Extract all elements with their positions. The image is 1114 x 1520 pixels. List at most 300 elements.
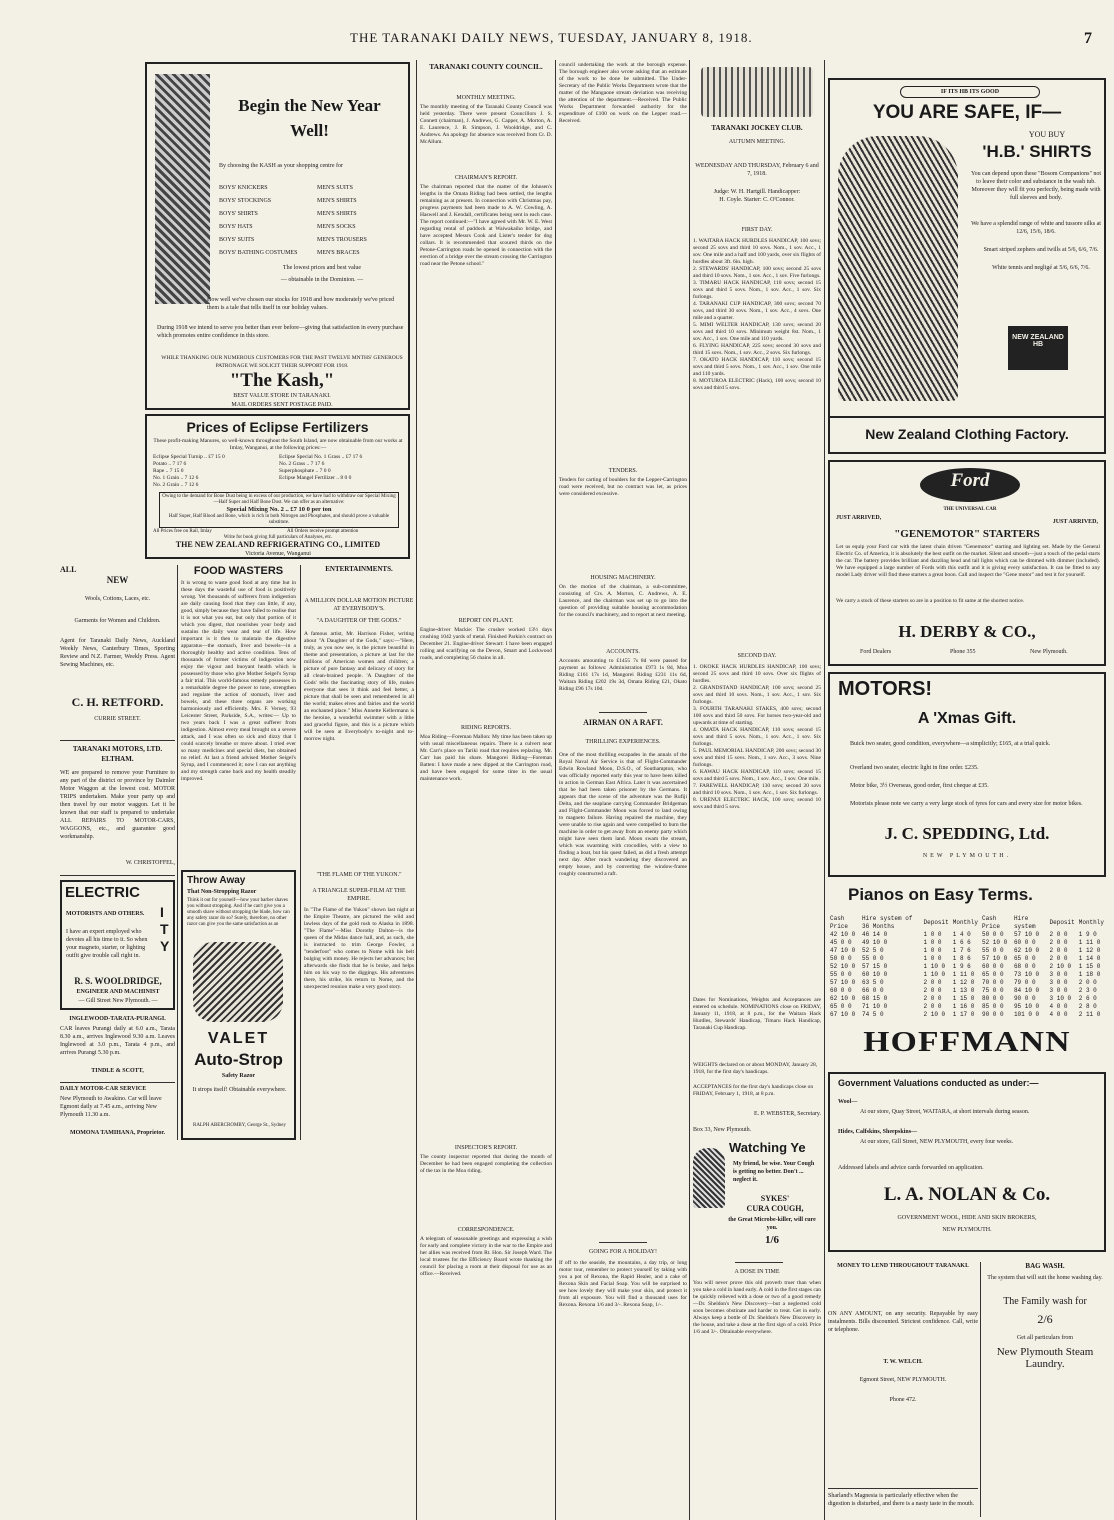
table-header: Deposit bbox=[923, 919, 949, 926]
kash-prices: The lowest prices and best value bbox=[282, 265, 362, 271]
list-item: No. 1 Grain .. 7 12 6 bbox=[153, 475, 199, 481]
jockey-races-day2 bbox=[693, 664, 821, 984]
taranaki-motors-advert bbox=[60, 745, 175, 870]
motors-name: TARANAKI MOTORS, LTD. bbox=[72, 745, 163, 753]
jockey-weights: WEIGHTS declared on or about MONDAY, January 28, 1918, for the first day's handicaps. bbox=[693, 1062, 818, 1075]
hb-body-2: We have a splendid range of white and tussore silks at 12/6, 15/6, 18/6. bbox=[971, 221, 1101, 235]
jockey-dates: WEDNESDAY AND THURSDAY, February 6 and 7, 1918. bbox=[695, 163, 819, 177]
table-cell: 63 5 0 bbox=[861, 979, 884, 986]
retford-agent: Agent for Taranaki Daily News, Auckland Weekly News, Canterbury Times, Sporting Review and N.Z. Farmer, Weekly Press. Agent Sewing Machines, etc. bbox=[60, 638, 175, 668]
notice-note: Half Super, Half Blood and Bone, which is rich in both Nitrogen and Phosphates, and should prove a valuable substitute. bbox=[168, 514, 390, 525]
table-cell: 2 0 0 bbox=[1049, 939, 1068, 946]
kash-obtainable: — obtainable in the Dominion. — bbox=[280, 277, 364, 283]
council2-body: council undertaking the work at the borough expense. The borough engineer also wrote asking that an estimate of the work to be done be submitted. The Under-Secretary of the Public Works Department wrote that the matter of the Mangaone stream deviation was receiving the attention of the department.—Received. The Public Works Department forwarded authority for the expenditure of £100 on work on the Lepper road.—Received. bbox=[559, 62, 687, 124]
electric-word: ELECTRIC bbox=[65, 884, 140, 901]
mailsvc-body: New Plymouth to Awakino. Car will leave Egmont daily at 7.45 a.m., arriving New Plymouth 11.30 a.m. bbox=[60, 1096, 162, 1118]
retford-name: C. H. RETFORD. bbox=[71, 695, 164, 709]
council-body-3: Engine-driver Mackie: The crusher worked 13½ days crushing 1042 yards of metal. Finished Parkin's contract on December 21. Engine-driver Stewart: I have been engaged rolling and scarifying on the Devon, Smart and Lockwood roads, and completing 56 chains in all. bbox=[420, 627, 552, 661]
council-body-6: A telegram of seasonable greetings and expressing a wish for early and complete victory in the war to the Empire and her allies was received from Rt. Hon. Sir Joseph Ward. The local trustees for the Efficiency Board wrote thanking the council for placing a room at their disposal for use as an office.—Received. bbox=[420, 1236, 552, 1277]
column-rule bbox=[300, 565, 301, 1140]
table-cell: 57 10 0 bbox=[981, 955, 1008, 962]
gov-role: GOVERNMENT WOOL, HIDE AND SKIN BROKERS, bbox=[897, 1215, 1037, 1221]
jockey-box: Box 33, New Plymouth. bbox=[693, 1127, 752, 1133]
table-cell: 2 6 0 bbox=[1078, 995, 1097, 1002]
razor-illustration bbox=[193, 942, 283, 1022]
table-header-row bbox=[828, 915, 1106, 931]
table-cell: 42 10 0 bbox=[830, 931, 856, 938]
coach-name: TINDLE & SCOTT, bbox=[91, 1068, 144, 1074]
bag-price: 2/6 bbox=[1037, 1312, 1053, 1326]
hb-shirts: 'H.B.' SHIRTS bbox=[982, 142, 1092, 161]
holiday-title: GOING FOR A HOLIDAY! bbox=[589, 1249, 657, 1255]
valet-brand-3: Safety Razor bbox=[221, 1073, 256, 1079]
hb-shirts-advert bbox=[828, 78, 1106, 454]
table-cell: 2 0 0 bbox=[923, 987, 942, 994]
housing-title: HOUSING MACHINERY. bbox=[590, 575, 656, 581]
kash-headline: Begin the New Year bbox=[238, 96, 381, 115]
table-cell: 4 0 0 bbox=[1049, 1011, 1068, 1018]
dose-title: A DOSE IN TIME bbox=[734, 1269, 780, 1275]
list-item: MEN'S TROUSERS bbox=[317, 237, 367, 243]
news-column-2 bbox=[559, 62, 687, 1517]
eclipse-prices-right bbox=[279, 454, 404, 482]
hb-badge: IF ITS HB ITS GOOD bbox=[900, 86, 1040, 98]
bag-title: BAG WASH. bbox=[1025, 1262, 1065, 1270]
table-cell: 52 10 0 bbox=[981, 939, 1008, 946]
dose-body: You will never prove this old proverb truer than when you take a cold in hand early. A cold in the first stages can be quickly relieved with a dose or two of a good remedy—Dr. Sheldon's New Discovery—but a neglected cold soon becomes obstinate and harder to treat. Get in early. Always keep a bottle of Dr. Sheldon's New Discovery in the house, and take a dose at the first sign of a cold. Price 1/6 and 3/-. Obtainable everywhere. bbox=[693, 1280, 821, 1335]
list-item: Potato .. 7 17 6 bbox=[153, 461, 187, 467]
bag-name: New Plymouth Steam Laundry. bbox=[996, 1346, 1094, 1370]
table-cell: 60 10 0 bbox=[861, 971, 888, 978]
table-row bbox=[828, 1011, 1106, 1019]
table-cell: 1 13 0 bbox=[952, 987, 975, 994]
list-item: Superphosphate .. 7 0 0 bbox=[279, 468, 331, 474]
race-entry: 8. URENUI ELECTRIC HACK, 100 sovs; second 10 sovs and third 5 sovs. bbox=[693, 797, 821, 810]
valet-brand: VALET bbox=[207, 1030, 270, 1047]
table-cell: 1 10 0 bbox=[923, 971, 946, 978]
motors-town: ELTHAM. bbox=[101, 755, 134, 763]
ford-stock: We carry a stock of these starters so are in a position to fit same at the shortest notice. bbox=[836, 598, 1025, 604]
council-sub: MONTHLY MEETING. bbox=[456, 95, 516, 101]
page-number: 7 bbox=[1084, 30, 1092, 47]
table-cell: 1 12 0 bbox=[1078, 947, 1101, 954]
valet-sub: That Non-Stropping Razor bbox=[187, 889, 257, 895]
nolan-advert bbox=[828, 1072, 1106, 1252]
column-rule bbox=[555, 60, 556, 1520]
table-cell: 1 18 0 bbox=[1078, 971, 1101, 978]
pianos-table-wrap bbox=[828, 915, 1106, 1025]
table-cell: 52 10 0 bbox=[830, 963, 856, 970]
table-cell: 65 0 0 bbox=[981, 971, 1004, 978]
table-header: Monthly bbox=[952, 919, 978, 926]
list-item: MEN'S BRACES bbox=[317, 250, 360, 256]
motors2-gift: A 'Xmas Gift. bbox=[917, 710, 1017, 727]
table-cell: 80 0 0 bbox=[981, 995, 1004, 1002]
table-cell: 1 6 6 bbox=[952, 939, 971, 946]
table-header: Cash Price bbox=[830, 915, 849, 930]
food-body: It is wrong to waste good food at any time but in these days the wasteful use of food is positively wrong. Yet thousands of sufferers from indigestion are daily causing food that they can little, if any, good, simply because they have failed to realise that it is not what you eat, but only that portion of it which you digest, that nourishes your body and sustains the daily wear and tear of life. How important is it then to maintain the digestive apparatus—the stomach, liver and bowels—in a thoroughly healthy and active condition. Tens of thousands of former victims of indigestion now enjoy the vigour and buoyant health which is possessed by those who give Mother Seigel's Syrup a fair trial. This world-famous remedy possesses in a remarkable degree the power to tone, strengthen and regulate the action of stomach, liver and bowels, and these three organs are working harmoniously and efficiently. Mrs. F. Verney, 93 Leicester Street, Parkside, S.A., writes:— Up to two years back I was a great sufferer from indigestion. Almost every meal brought on a severe attack, and I was often so sick and dizzy that I could scarcely breathe or move about. I tried ever so many medicines and special diets, but obtained no relief. At last a friend advised Mother Seigel's Syrup, and I commenced it; now I can eat anything and my strength came back and my health steadily improved. bbox=[181, 580, 296, 782]
table-cell: 67 10 0 bbox=[830, 1011, 856, 1018]
ford-advert bbox=[828, 460, 1106, 666]
dose-advert bbox=[693, 1268, 821, 1518]
council-body-2: The chairman reported that the matter of the Johnsen's lengths in the Omata Riding had been settled, the lengths remaining as at present. In connection with Christmas pay, progress payments had been made to A. W. Cowling, A. Haswell and J. Kendall, certificates being sent in each case. The report continued:—"I have agreed with Mr. W. E. West regarding rental of paddock at Waiwakaiho bridge, and have accepted Messrs Cook and Lister's tender for dog collars. It is recommended that scoured thirds on the Petone-Carrington roads be opened in connection with the erection of a bridge over the stream crossing the Carrington road near the Petone school." bbox=[420, 184, 552, 267]
eclipse-write: Write for book giving full particulars of Analyses, etc. bbox=[223, 535, 333, 540]
table-row bbox=[828, 931, 1106, 939]
electric-addr: — Gill Street New Plymouth. — bbox=[78, 998, 158, 1004]
table-cell: 70 0 0 bbox=[981, 979, 1004, 986]
hb-body: You can depend upon these "Bosom Companions" not to leave their color and substance in the wash tub. Moreover they will fit you perfectly, being made with full sleeves and body. bbox=[970, 171, 1102, 201]
table-row bbox=[828, 979, 1106, 987]
retford-goods: Wools, Cottons, Laces, etc. bbox=[84, 596, 151, 602]
table-header: Cash Price bbox=[981, 915, 1000, 930]
watching-brand: SYKES' bbox=[760, 1194, 790, 1203]
gov-wool-body: At our store, Quay Street, WAITARA, at short intervals during season. bbox=[860, 1109, 1030, 1115]
tenders-body: Tenders for carting of boulders for the Lepper-Carrington road were received, but no contract was let, as prices were considered excessive. bbox=[559, 477, 687, 497]
table-cell: 46 14 0 bbox=[861, 931, 888, 938]
motors2-l3: Motor bike, 3½ Overseas, good order, first cheque at £35. bbox=[850, 783, 989, 789]
page-title: THE TARANAKI DAILY NEWS, TUESDAY, JANUARY 8, 1918. bbox=[350, 30, 753, 45]
table-cell: 2 8 0 bbox=[1078, 1003, 1097, 1010]
motors2-l4: Motorists please note we carry a very large stock of tyres for cars and every size for motor bikes. bbox=[850, 801, 1083, 807]
table-row bbox=[828, 971, 1106, 979]
ent-body: A famous artist, Mr. Harrison Fisher, writing about "A Daughter of the Gods," says:—"Here, truly, as you now see, is the picture beautiful in theme and presentation, a picture at last for the millions of American women and children; a picture of pure fantasy and delicacy of story for all clean-brained people. 'A Daughter of the Gods' tells the fascinating story of life, makes everyone that sees it think and feel better, a picture that shall be seen and remembered in all the world; makes elves and fairies and the world an enchanted place." Miss Annette Kellermann is the heroine, a wonderful swimmer with a lithe and graceful figure, and this is a picture which will be seen at Everybody's to-night and to-morrow night. bbox=[304, 631, 414, 742]
ford-arrived-1: JUST ARRIVED, bbox=[836, 515, 882, 521]
list-item: Eclipse Special Turnip .. £7 15 0 bbox=[153, 454, 225, 460]
table-cell: 1 9 6 bbox=[952, 963, 971, 970]
mail-service-advert bbox=[60, 1085, 175, 1140]
divider bbox=[60, 740, 175, 741]
kash-intro: By choosing the KASH as your shopping centre for bbox=[219, 163, 343, 169]
table-cell: 57 10 0 bbox=[830, 979, 856, 986]
council-body: The monthly meeting of the Taranaki County Council was held yesterday. There were present Councillors J. S. Connett (chairman), J. Andrews, G. Capper, A. Morton, A. E. Laurence, J. B. Simpson, J. Wooldridge, and C. Andrews. An apology for absence was received from Cr. D. McAllum. bbox=[420, 104, 552, 145]
retford-all: ALL bbox=[60, 565, 77, 574]
food-title: FOOD WASTERS bbox=[193, 565, 284, 577]
table-row bbox=[828, 963, 1106, 971]
money-addr: Egmont Street, NEW PLYMOUTH. bbox=[859, 1377, 947, 1383]
table-cell: 2 0 0 bbox=[923, 979, 942, 986]
eclipse-bone-notice bbox=[159, 492, 399, 528]
table-cell: 2 0 0 bbox=[1078, 979, 1097, 986]
table-header: Hire system of 36 Months bbox=[861, 915, 913, 930]
council-h4: RIDING REPORTS. bbox=[461, 725, 511, 731]
valet-brand-2: Auto-Strop bbox=[194, 1050, 283, 1069]
ford-logo: Ford bbox=[920, 468, 1020, 502]
accounts-body: Accounts amounting to £1455 7s 8d were passed for payment as follows: Administration £973 1s 8d, Moa Riding £161 17s 1d, Mangorei Riding £231 11s 6d, Waitara Riding £202 19s 3d, Omata Riding £21, Okato Riding £96 17s 10d. bbox=[559, 658, 687, 692]
table-row bbox=[828, 987, 1106, 995]
jockey-accept: ACCEPTANCES for the first day's handicaps close on FRIDAY, February 1, 1918, at 8 p.m. bbox=[693, 1084, 814, 1097]
kash-boys-list bbox=[219, 182, 314, 260]
table-cell: 45 0 0 bbox=[830, 939, 852, 946]
column-rule bbox=[177, 565, 178, 1140]
housing-body: On the motion of the chairman, a sub-committee, consisting of Crs. A. Morton, C. Andrews, A. E. Laurence, and the chairman was set up to go into the question of providing suitable housing accommodation for the council's machinery, and to report at next meeting. bbox=[559, 584, 687, 618]
divider bbox=[60, 875, 175, 876]
ent-title: ENTERTAINMENTS. bbox=[325, 565, 393, 573]
race-entry: 1. OKOKE HACK HURDLES HANDICAP, 100 sovs; second 25 sovs and third 10 sovs. Over six flights of hurdles. bbox=[693, 664, 821, 684]
money-body: ON ANY AMOUNT, on any security. Repayable by easy instalments. Bills discounted. Strictest confidence. Call, write or telephone. bbox=[828, 1311, 978, 1333]
coach-title: INGLEWOOD-TARATA-PURANGI. bbox=[69, 1016, 166, 1022]
table-header: Hire system bbox=[1013, 915, 1036, 930]
divider bbox=[735, 1262, 783, 1263]
pianos-price-table bbox=[828, 915, 1106, 1019]
table-cell: 71 10 0 bbox=[861, 1003, 888, 1010]
electric-body: I have an expert employed who devotes all his time to it. So when your magneto, starter, or lighting outfit give trouble call right in. bbox=[66, 929, 148, 959]
table-cell: 68 0 0 bbox=[1013, 963, 1036, 970]
special-mix: Special Mixing No. 2 .. £7 10 0 per ton bbox=[226, 506, 332, 513]
council-body-5: The county inspector reported that during the month of December he had been engaged completing the collection of the tax in the Moa riding. bbox=[420, 1154, 552, 1174]
table-cell: 65 0 0 bbox=[1013, 955, 1036, 962]
cura-cough-advert bbox=[693, 1140, 821, 1255]
jockey-day1: FIRST DAY. bbox=[741, 227, 773, 233]
bag-body: The system that will suit the home washing day. bbox=[987, 1275, 1103, 1281]
spedding-advert bbox=[828, 672, 1106, 877]
jockey-dates-2: Dates for Nominations, Weights and Acceptances are entered on schedule. NOMINATIONS close on FRIDAY, January 11, 1918, at 8 p.m., for the Waitara Hack Hurdles, Stewards' Handicap, Timaru Hack Handicap, Taranaki Cup Handicap. bbox=[693, 997, 821, 1031]
table-cell: 1 16 0 bbox=[952, 1003, 975, 1010]
motors2-name: J. C. SPEDDING, Ltd. bbox=[884, 824, 1050, 843]
table-cell: 3 10 0 bbox=[1049, 995, 1072, 1002]
pianos-advert bbox=[828, 885, 1106, 1065]
table-header: Monthly bbox=[1078, 919, 1104, 926]
divider bbox=[599, 1242, 647, 1243]
jockey-sec: E. P. WEBSTER, Secretary. bbox=[754, 1111, 821, 1117]
man-illustration bbox=[155, 74, 210, 304]
hb-body-3: Smart striped zephers and twills at 5/6, 6/6, 7/6. bbox=[983, 247, 1099, 253]
shirt-man-illustration bbox=[838, 136, 958, 401]
coach-body: CAR leaves Purangi daily at 6.0 a.m., Tarata 8.30 a.m., arrives Inglewood 9.30 a.m. Leaves Inglewood at 3.0 p.m., Tarata 4 p.m., and arrives Purangi 5.30 p.m. bbox=[60, 1026, 175, 1056]
watching-tag: the Great Microbe-killer, will cure you. bbox=[728, 1217, 816, 1231]
race-entry: 4. TARANAKI CUP HANDICAP, 300 sovs; second 70 sovs, and third 30 sovs. Nom., 1 sov. Acc., 4 sovs. One mile and a quarter. bbox=[693, 301, 821, 321]
list-item: MEN'S SHIRTS bbox=[317, 198, 357, 204]
table-cell: 57 10 0 bbox=[1013, 931, 1040, 938]
race-entry: 5. PAUL MEMORIAL HANDICAP, 200 sovs; second 30 sovs and third 15 sovs. Nom., 1 sov. Acc., 3 sovs. Nine furlongs. bbox=[693, 748, 821, 768]
ford-dealers: Ford Dealers bbox=[860, 649, 892, 655]
table-cell: 90 0 0 bbox=[981, 1011, 1004, 1018]
airman-sub: THRILLING EXPERIENCES. bbox=[585, 739, 661, 745]
table-cell: 62 10 0 bbox=[1013, 947, 1040, 954]
gov-hides: Hides, Calfskins, Sheepskins— bbox=[838, 1129, 918, 1135]
table-cell: 2 10 0 bbox=[923, 1011, 946, 1018]
race-entry: 7. FAREWELL HANDICAP, 130 sovs; second 20 sovs and third 10 sovs. Nom., 1 sov. Acc., 1 sov. Six furlongs. bbox=[693, 783, 821, 796]
ent-h3: "THE FLAME OF THE YUKON." bbox=[316, 872, 402, 878]
pianos-title: Pianos on Easy Terms. bbox=[848, 885, 1033, 904]
valet-advert bbox=[181, 870, 296, 1140]
motors2-town: NEW PLYMOUTH. bbox=[922, 853, 1012, 859]
motors2-l1: Buick two seater, good condition, everywhere—a simplicitly; £165, at a trial quick. bbox=[850, 741, 1051, 747]
list-item: Rape .. 7 15 0 bbox=[153, 468, 184, 474]
table-cell: 84 10 0 bbox=[1013, 987, 1040, 994]
table-row bbox=[828, 1003, 1106, 1011]
hb-foot: New Zealand Clothing Factory. bbox=[830, 416, 1104, 442]
ford-dealer-name: H. DERBY & CO., bbox=[898, 622, 1036, 641]
electric-role: ENGINEER AND MACHINIST bbox=[76, 989, 160, 995]
table-cell: 4 0 0 bbox=[1049, 1003, 1068, 1010]
gov-town: NEW PLYMOUTH. bbox=[942, 1227, 992, 1233]
policeman-illustration bbox=[693, 1148, 725, 1208]
table-cell: 2 10 0 bbox=[1049, 963, 1072, 970]
list-item: BOYS' SHIRTS bbox=[219, 211, 258, 217]
kash-advert bbox=[145, 62, 410, 410]
council-body-4: Moa Riding—Foreman Mallon: My time has been taken up with usual miscellaneous repairs. There is a culvert near Mr. Carr's place on Tariki road that requires replacing. Mr. Carr has paid his share. Mangorei Riding—Foreman Batten: I have made a new dipped at the Carrington road, and have been engaged for some time in the usual maintenance work. bbox=[420, 734, 552, 782]
list-item: Eclipse Mangel Fertilizer .. 8 0 0 bbox=[279, 475, 352, 481]
list-item: BOYS' KNICKERS bbox=[219, 185, 268, 191]
eclipse-company: THE NEW ZEALAND REFRIGERATING CO., LIMITED bbox=[175, 540, 381, 549]
gov-title: Government Valuations conducted as under:— bbox=[838, 1078, 1039, 1088]
entertainments-column bbox=[304, 565, 414, 1140]
table-cell: 1 10 0 bbox=[923, 963, 946, 970]
race-entry: 4. OMATA HACK HANDICAP, 110 sovs; second 15 sovs and third 5 sovs. Nom., 1 sov. Acc., 1 sov. Six furlongs. bbox=[693, 727, 821, 747]
table-cell: 60 0 0 bbox=[830, 987, 852, 994]
divider bbox=[828, 1488, 978, 1489]
list-item: MEN'S SHIRTS bbox=[317, 211, 357, 217]
council-h2: CHAIRMAN'S REPORT. bbox=[454, 175, 518, 181]
coach-advert bbox=[60, 1015, 175, 1080]
table-cell: 1 0 0 bbox=[923, 955, 942, 962]
jockey-races-day1 bbox=[693, 238, 821, 628]
watching-title: Watching Ye bbox=[729, 1140, 806, 1155]
table-cell: 1 15 0 bbox=[1078, 963, 1101, 970]
table-cell: 55 0 0 bbox=[861, 955, 884, 962]
valet-agent: RALPH ABERCROMBY, George St., Sydney bbox=[192, 1123, 287, 1128]
jockey-day2: SECOND DAY. bbox=[737, 653, 777, 659]
money-title: MONEY TO LEND THROUGHOUT TARANAKI. bbox=[837, 1263, 969, 1269]
table-cell: 50 0 0 bbox=[830, 955, 852, 962]
table-cell: 65 0 0 bbox=[830, 1003, 852, 1010]
race-entry: 1. WAITARA HACK HURDLES HANDICAP, 100 sovs; second 25 sovs and third 10 sovs. Nom., 1 sov. Acc., 1 sov. One mile and a half and 100 yards, over six flights of hurdles about 3ft. 6in. high. bbox=[693, 238, 821, 265]
eclipse-prices-left bbox=[153, 454, 275, 489]
race-entry: 6. FLYING HANDICAP, 225 sovs; second 30 sovs and third 15 sovs. Nom., 1 sov. Acc., 2 sovs. Six furlongs. bbox=[693, 343, 821, 356]
table-cell: 1 9 0 bbox=[1078, 931, 1097, 938]
column-rule bbox=[416, 60, 417, 1520]
masthead bbox=[0, 0, 1114, 60]
table-cell: 79 0 0 bbox=[1013, 979, 1036, 986]
table-cell: 90 0 0 bbox=[1013, 995, 1036, 1002]
hb-body-4: White tennis and negligé at 5/6, 6/6, 7/6. bbox=[992, 265, 1090, 271]
jockey-club-column bbox=[693, 62, 821, 1262]
ford-town: New Plymouth. bbox=[1030, 649, 1068, 655]
table-cell: 55 0 0 bbox=[830, 971, 852, 978]
eclipse-sub: These profit-making Manures, so well-known throughout the South Island, are now obtainable from our works at Imlay, Wanganui, at the following prices:— bbox=[153, 438, 403, 451]
table-header: Deposit bbox=[1049, 919, 1075, 926]
table-cell: 50 0 0 bbox=[981, 931, 1004, 938]
gov-name: L. A. NOLAN & Co. bbox=[883, 1184, 1051, 1205]
watching-price: 1/6 bbox=[764, 1234, 780, 1246]
table-cell: 62 10 0 bbox=[830, 995, 856, 1002]
table-cell: 49 10 0 bbox=[861, 939, 888, 946]
list-item: BOYS' SUITS bbox=[219, 237, 255, 243]
list-item: MEN'S SOCKS bbox=[317, 224, 356, 230]
table-cell: 1 11 0 bbox=[952, 971, 975, 978]
retford-street: CURRIE STREET. bbox=[94, 716, 141, 722]
table-row bbox=[828, 947, 1106, 955]
retford-garments: Garments for Women and Children. bbox=[74, 618, 161, 624]
food-wasters-advert bbox=[181, 565, 296, 865]
table-cell: 2 0 0 bbox=[923, 1003, 942, 1010]
table-cell: 3 0 0 bbox=[1049, 987, 1068, 994]
table-cell: 2 11 0 bbox=[1078, 1011, 1101, 1018]
money-name: T. W. WELCH. bbox=[883, 1359, 923, 1365]
money-lend-advert bbox=[828, 1262, 978, 1517]
race-entry: 2. STEWARDS' HANDICAP, 100 sovs; second 25 sovs and third 10 sovs. Nom., 1 sov. Acc., 1 sov. Five furlongs. bbox=[693, 266, 821, 279]
list-item: BOYS' BATHING COSTUMES bbox=[219, 250, 298, 256]
magnesia-body: Sharland's Magnesia is particularly effective when the digestion is disturbed, and there is a nasty taste in the mouth. bbox=[828, 1493, 975, 1507]
electric-city: ITY bbox=[160, 904, 170, 954]
valet-body: Think it out for yourself—how your barber shaves you without stropping. And if he can't give you a smooth shave without stropping the blade, how can any safety razor do so? Surely, therefore, no other razor can give you the same satisfaction as an bbox=[187, 898, 290, 927]
council-h3: REPORT ON PLANT. bbox=[458, 618, 514, 624]
motors-body: WE are prepared to remove your Furniture to any part of the district or province by Daimler Motor Waggon at the lowest cost. MOTOR TRIPS undertaken. Make your party up and then travel by our motor waggon. Let it be known that our staff is prepared to undertake ALL REPAIRS TO MOTOR-CARS, WAGGONS, etc., and guarantee good workmanship. bbox=[60, 770, 175, 840]
notice-text: Owing to the demand for Bone Dust being in excess of our production, we have had to withdraw our Special Mixing—Half Super and Half Bone Dust. We can offer as an alternative: bbox=[162, 494, 396, 505]
table-cell: 66 0 0 bbox=[861, 987, 884, 994]
airman-body: One of the most thrilling escapades in the annals of the Royal Naval Air Service is that of Flight-Commander Edwin Rowland Moon, D.S.O., of Southampton, who was officially reported early this year to have been killed in action in German East Africa. Later it was ascertained that he had been taken prisoner by the Germans. It appears that the scene of the adventure was the Rufiji Delta, and the seaplane carrying Commander Bridgeman and Flight-Commander Moon was forced to land owing to magneto failure. Having repaired the machine, they were unable to rise again and were compelled to burn the machine in order to get away from an enemy party which might have seen them land. Moon swam the stream, which was swarming with crocodiles, with a view to finding a boat, but his quest failed, as did a fresh attempt next day. After much wandering they discovered an empty house, and by converting the window-frame roughly constructed a raft. bbox=[559, 752, 687, 877]
eclipse-advert bbox=[145, 414, 410, 559]
electric-motorists: MOTORISTS AND OTHERS. bbox=[66, 911, 145, 917]
table-cell: 75 0 0 bbox=[981, 987, 1004, 994]
table-cell: 2 0 0 bbox=[923, 995, 942, 1002]
table-cell: 2 3 0 bbox=[1078, 987, 1097, 994]
bag-get: Get all particulars from bbox=[1016, 1335, 1074, 1341]
retford-new: NEW bbox=[106, 575, 129, 585]
list-item: MEN'S SUITS bbox=[317, 185, 353, 191]
table-cell: 1 15 0 bbox=[952, 995, 975, 1002]
council-h6: CORRESPONDENCE. bbox=[457, 1227, 515, 1233]
list-item: Eclipse Special No. 1 Grass .. £7 17 6 bbox=[279, 454, 363, 460]
table-cell: 47 10 0 bbox=[830, 947, 856, 954]
council-title: TARANAKI COUNTY COUNCIL. bbox=[429, 62, 543, 71]
table-cell: 73 10 0 bbox=[1013, 971, 1040, 978]
kash-mens-list bbox=[317, 182, 407, 260]
kash-during: During 1918 we intend to serve you better than ever before—giving that satisfaction in every purchase which promotes entire confidence in this store. bbox=[157, 325, 404, 339]
kash-best: BEST VALUE STORE IN TARANAKI. bbox=[233, 393, 331, 399]
list-item: No. 2 Grass .. 7 17 6 bbox=[279, 461, 325, 467]
race-entry: 2. GRANDSTAND HANDICAP, 100 sovs; second 25 sovs and third 10 sovs. Nom., 1 sov. Acc., 1 sov. Six furlongs. bbox=[693, 685, 821, 705]
ent-h2: "A DAUGHTER OF THE GODS." bbox=[316, 618, 402, 624]
table-cell: 55 0 0 bbox=[981, 947, 1004, 954]
eclipse-title: Prices of Eclipse Fertilizers bbox=[186, 419, 369, 435]
table-cell: 60 0 0 bbox=[1013, 939, 1036, 946]
gov-wool: Wool— bbox=[838, 1099, 858, 1105]
gov-hides-body: At our store, Gill Street, NEW PLYMOUTH, every four weeks. bbox=[860, 1139, 1014, 1145]
table-cell: 1 0 0 bbox=[923, 931, 942, 938]
table-cell: 2 0 0 bbox=[1049, 931, 1068, 938]
watching-body: My friend, be wise. Your Cough is getting no better. Don't ... neglect it. bbox=[733, 1161, 815, 1183]
eclipse-rail: All Prices free on Rail, Imlay bbox=[153, 529, 212, 534]
motors2-l2: Overland two seater, electric light in fine order. £235. bbox=[850, 765, 979, 771]
valet-foot: It strops itself! Obtainable everywhere. bbox=[192, 1087, 287, 1093]
table-cell: 68 15 0 bbox=[861, 995, 888, 1002]
jockey-title: TARANAKI JOCKEY CLUB. bbox=[711, 124, 803, 132]
column-rule bbox=[824, 60, 825, 1520]
valet-title: Throw Away bbox=[187, 875, 246, 886]
ent-h1: A MILLION DOLLAR MOTION PICTURE AT EVERYBODY'S. bbox=[304, 598, 414, 612]
table-cell: 60 0 0 bbox=[981, 963, 1004, 970]
table-cell: 1 12 0 bbox=[952, 979, 975, 986]
table-cell: 1 14 0 bbox=[1078, 955, 1101, 962]
table-cell: 2 0 0 bbox=[1049, 947, 1068, 954]
hb-title: YOU ARE SAFE, IF— bbox=[872, 102, 1062, 123]
table-cell: 1 11 0 bbox=[1078, 939, 1101, 946]
ent-h4: A TRIANGLE SUPER-FILM AT THE EMPIRE. bbox=[312, 888, 406, 902]
watching-brand-2: CURA COUGH, bbox=[746, 1204, 804, 1213]
race-entry: 8. MOTUROA ELECTRIC (Hack), 100 sovs; second 10 sovs and third 5 sovs. bbox=[693, 378, 821, 391]
race-entry: 6. KAWAU HACK HANDICAP, 110 sovs; second 15 sovs and third 5 sovs. Nom., 1 sov. Acc., 1 sov. One mile. bbox=[693, 769, 821, 782]
electric-name: R. S. WOOLDRIDGE, bbox=[74, 976, 162, 986]
ford-arrived-2: JUST ARRIVED, bbox=[1052, 519, 1098, 525]
column-rule bbox=[980, 1262, 981, 1517]
table-row bbox=[828, 995, 1106, 1003]
hb-sub: YOU BUY bbox=[1028, 130, 1066, 139]
mailsvc-name: MOMONA TAMIHANA, Proprietor. bbox=[69, 1130, 166, 1136]
table-row bbox=[828, 939, 1106, 947]
jockey-sub: AUTUMN MEETING. bbox=[728, 139, 786, 145]
hoffmann-brand: HOFFMANN bbox=[863, 1027, 1071, 1058]
